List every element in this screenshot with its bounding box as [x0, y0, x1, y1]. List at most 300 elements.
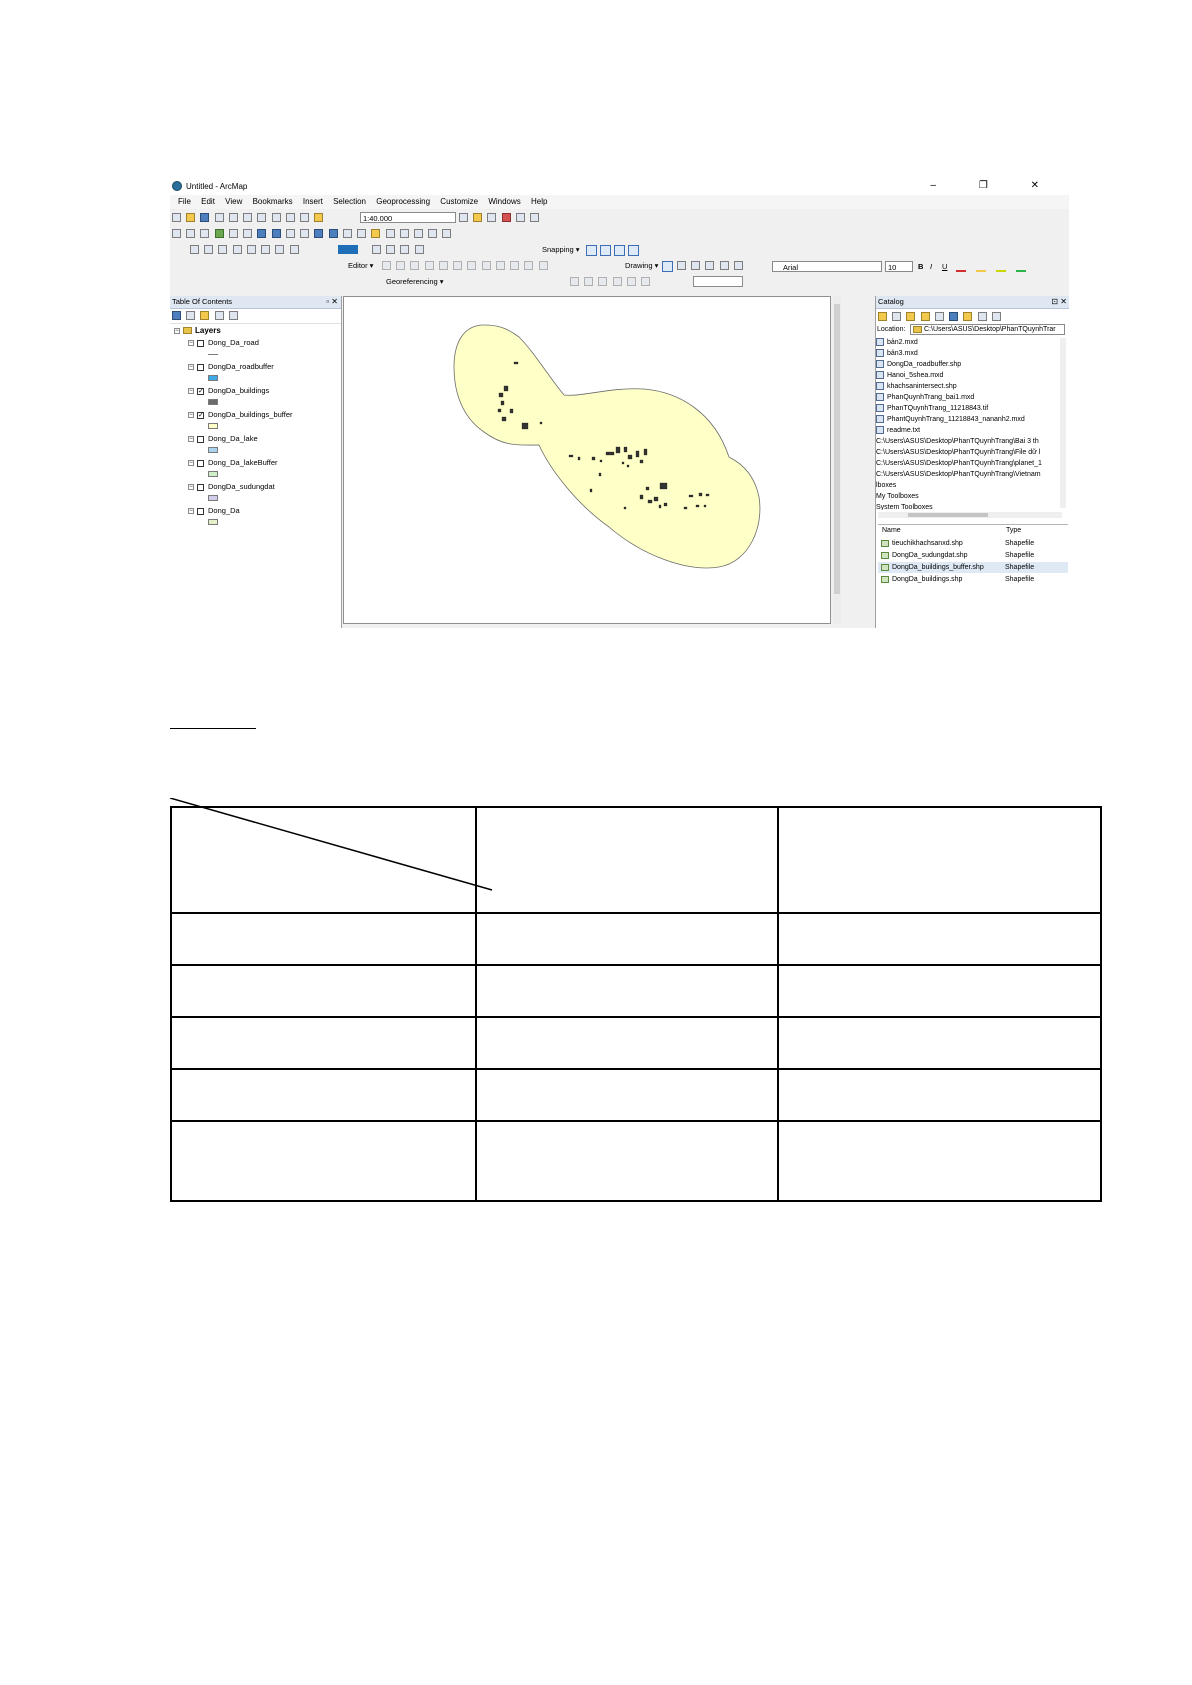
catalog-tree-item[interactable]: [876, 371, 943, 380]
menu-edit[interactable]: Edit: [201, 197, 215, 206]
toc-layer[interactable]: [188, 338, 259, 347]
standard-toolbar: [170, 210, 1069, 226]
building-footprint: [699, 493, 702, 496]
cut-icon[interactable]: [229, 213, 238, 222]
catalog-tree-item[interactable]: [876, 503, 933, 510]
column-type-header[interactable]: Type: [1006, 527, 1022, 534]
layer-legend-swatch: [208, 471, 218, 477]
heading-underline: [170, 728, 256, 729]
end-snapping-icon[interactable]: [600, 245, 611, 256]
full-extent-icon[interactable]: [215, 229, 224, 238]
trace-icon[interactable]: [425, 261, 434, 270]
table-column-line: [777, 806, 779, 1202]
building-footprint: [646, 487, 649, 490]
table-row-line: [170, 1068, 1102, 1070]
goto-xy-icon[interactable]: [400, 229, 409, 238]
building-footprint: [684, 507, 687, 509]
menu-view[interactable]: View: [225, 197, 243, 206]
underline-button[interactable]: U: [942, 262, 948, 271]
toc-layer[interactable]: [188, 362, 274, 371]
marker-color-icon[interactable]: [1016, 261, 1026, 272]
layer-legend-swatch: [208, 519, 218, 525]
arcmap-logo-icon: [172, 181, 182, 191]
file-icon: [876, 415, 884, 423]
window-controls[interactable]: – ❐ ✕: [930, 180, 1059, 191]
building-footprint: [510, 409, 513, 413]
hyperlink-icon[interactable]: [343, 229, 352, 238]
building-footprint: [522, 423, 528, 429]
georeferencing-menu[interactable]: Georeferencing ▾: [386, 277, 444, 286]
list-by-source-icon[interactable]: [186, 311, 195, 320]
toc-layer[interactable]: [188, 386, 269, 395]
toc-layer[interactable]: [188, 410, 293, 419]
catalog-tree-item[interactable]: [876, 349, 918, 358]
catalog-tree-label: PhantQuynhTrang_11218843_nananh2.mxd: [887, 416, 1025, 423]
catalog-tree: [876, 338, 1064, 510]
file-type: Shapefile: [1005, 564, 1035, 571]
building-footprint: [514, 362, 518, 364]
catalog-tree-item[interactable]: [876, 437, 1039, 446]
italic-button[interactable]: I: [930, 262, 933, 271]
collapse-icon[interactable]: −: [189, 460, 193, 467]
building-footprint: [592, 457, 595, 460]
menu-bar: [170, 195, 1069, 209]
catalog-tree-item[interactable]: [876, 382, 957, 391]
editor-drawing-toolbar-row: [170, 258, 1069, 274]
catalog-tree-item[interactable]: [876, 492, 919, 501]
up-one-level-icon[interactable]: [906, 312, 915, 321]
layout-ruler-icon[interactable]: [386, 245, 395, 254]
georef-layer-select[interactable]: [693, 276, 743, 287]
building-footprint: [606, 452, 614, 455]
file-name: DongDa_buildings_buffer.shp: [892, 564, 984, 571]
catalog-tree-scrollbar[interactable]: [1060, 338, 1066, 508]
rectangle-icon[interactable]: [705, 261, 714, 270]
layer-name: Dong_Da_lakeBuffer: [208, 458, 278, 467]
toc-title: Table Of Contents: [172, 297, 233, 306]
snapping-menu[interactable]: Snapping ▾: [542, 245, 580, 254]
tools-toolbar: [170, 226, 1069, 242]
undo-icon[interactable]: [286, 213, 295, 222]
catalog-tree-item[interactable]: [876, 426, 920, 435]
table-of-contents-panel: [170, 296, 342, 628]
point-snapping-icon[interactable]: [586, 245, 597, 256]
catalog-tree-label: Hanoi_5shea.mxd: [887, 372, 944, 379]
toc-header: [170, 296, 341, 309]
cut-polygons-icon[interactable]: [467, 261, 476, 270]
find-icon[interactable]: [371, 229, 380, 238]
collapse-icon[interactable]: −: [189, 340, 193, 347]
toc-layer[interactable]: [188, 458, 278, 467]
file-name: tieuchikhachsanxd.shp: [892, 540, 963, 547]
list-by-drawing-order-icon[interactable]: [172, 311, 181, 320]
catalog-tree-label: lboxes: [876, 482, 897, 489]
edit-tool-icon[interactable]: [382, 261, 391, 270]
print-icon[interactable]: [215, 213, 224, 222]
catalog-tree-item[interactable]: [876, 404, 988, 413]
menu-windows[interactable]: Windows: [488, 197, 521, 206]
shapefile-icon: [881, 540, 889, 547]
new-folder-icon[interactable]: [963, 312, 972, 321]
catalog-tree-label: khachsanintersect.shp: [887, 383, 957, 390]
collapse-icon[interactable]: −: [189, 436, 193, 443]
file-icon: [876, 371, 884, 379]
building-footprint: [540, 422, 542, 424]
menu-insert[interactable]: Insert: [302, 197, 323, 206]
diagonal-header-line: [170, 798, 510, 918]
font-color-icon[interactable]: [956, 261, 966, 272]
new-icon[interactable]: [172, 213, 181, 222]
toggle-contents-icon[interactable]: [949, 312, 958, 321]
layout-forward-icon[interactable]: [290, 245, 299, 254]
layer-visibility-checkbox[interactable]: [197, 364, 204, 371]
snapping-toolbar-row: [170, 242, 1069, 258]
attributes-icon[interactable]: [510, 261, 519, 270]
table-border-bottom: [170, 1200, 1102, 1202]
find-route-icon[interactable]: [386, 229, 395, 238]
layer-name: DongDa_roadbuffer: [208, 362, 274, 371]
menu-file[interactable]: File: [178, 197, 191, 206]
catalog-tree-item[interactable]: [876, 393, 974, 402]
layout-pan-icon[interactable]: [218, 245, 227, 254]
table-row-line: [170, 1016, 1102, 1018]
file-icon: [876, 382, 884, 390]
rotate-element-icon[interactable]: [677, 261, 686, 270]
view-link-table-icon[interactable]: [627, 277, 636, 286]
catalog-tree-item[interactable]: [876, 459, 1042, 468]
table-row-line: [170, 964, 1102, 966]
catalog-tree-item[interactable]: [876, 481, 896, 490]
building-footprint: [600, 460, 602, 462]
time-slider-icon[interactable]: [428, 229, 437, 238]
catalog-header: [876, 296, 1069, 309]
location-value: C:\Users\ASUS\Desktop\PhanTQuynhTrar: [924, 326, 1056, 333]
collapse-icon[interactable]: −: [189, 508, 193, 515]
building-footprint: [654, 497, 658, 501]
layout-zoom-out-icon[interactable]: [204, 245, 213, 254]
create-viewer-icon[interactable]: [442, 229, 451, 238]
catalog-refresh-icon[interactable]: [992, 312, 1001, 321]
rotate-georef-icon[interactable]: [570, 277, 579, 286]
layer-legend-swatch: [208, 495, 218, 501]
layer-legend-swatch: [208, 447, 218, 453]
file-type: Shapefile: [1005, 552, 1035, 559]
save-icon[interactable]: [200, 213, 209, 222]
edit-annotation-icon[interactable]: [396, 261, 405, 270]
line-color-icon[interactable]: [996, 261, 1006, 272]
layout-fixed-zoom-out-icon[interactable]: [261, 245, 270, 254]
menu-help[interactable]: Help: [531, 197, 548, 206]
layer-legend-swatch: [208, 399, 218, 405]
catalog-tree-label: bản2.mxd: [887, 339, 918, 346]
catalog-panel: [875, 296, 1069, 628]
catalog-toolbar: [876, 309, 1069, 323]
pan-icon[interactable]: [200, 229, 209, 238]
zoom-out-icon[interactable]: [186, 229, 195, 238]
building-footprint: [664, 503, 667, 506]
arctoolbox-icon[interactable]: [502, 213, 511, 222]
file-name: DongDa_sudungdat.shp: [892, 552, 968, 559]
identify-icon[interactable]: [329, 229, 338, 238]
straight-segment-icon[interactable]: [410, 261, 419, 270]
building-footprint: [616, 447, 620, 453]
forward-extent-icon[interactable]: [272, 229, 281, 238]
clear-selection-icon[interactable]: [300, 229, 309, 238]
building-footprint: [501, 401, 504, 405]
text-icon[interactable]: [720, 261, 729, 270]
building-footprint: [640, 495, 643, 499]
window-title: Untitled - ArcMap: [186, 182, 248, 191]
callout-icon[interactable]: [734, 261, 743, 270]
font-size-select[interactable]: 10: [885, 261, 913, 272]
catalog-tree-label: PhanQuynhTrang_bai1.mxd: [887, 394, 975, 401]
collapse-icon[interactable]: −: [175, 327, 179, 334]
add-control-points-icon[interactable]: [613, 277, 622, 286]
layers-folder-icon: [183, 327, 192, 334]
location-input[interactable]: [910, 324, 1065, 335]
layers-root-label: Layers: [195, 326, 221, 335]
catalog-title: Catalog: [878, 297, 904, 306]
layer-visibility-checkbox[interactable]: [197, 460, 204, 467]
catalog-window-icon[interactable]: [473, 213, 482, 222]
collapse-icon[interactable]: −: [189, 412, 193, 419]
layer-name: Dong_Da_lake: [208, 434, 258, 443]
file-type: Shapefile: [1005, 540, 1035, 547]
html-popup-icon[interactable]: [357, 229, 366, 238]
shift-georef-icon[interactable]: [584, 277, 593, 286]
toc-layer[interactable]: [188, 482, 275, 491]
catalog-file-row[interactable]: [878, 550, 1068, 561]
building-footprint: [502, 417, 506, 421]
zoom-in-icon[interactable]: [172, 229, 181, 238]
toc-window-icon[interactable]: [459, 213, 468, 222]
catalog-tree-label: System Toolboxes: [876, 504, 933, 510]
font-name-select[interactable]: Arial: [772, 261, 882, 272]
building-footprint: [578, 457, 580, 460]
building-footprint: [659, 505, 661, 508]
shapefile-icon: [881, 564, 889, 571]
zoom-to-selected-icon[interactable]: [691, 261, 700, 270]
fixed-zoom-out-icon[interactable]: [243, 229, 252, 238]
shapefile-icon: [881, 552, 889, 559]
arcmap-screenshot: [170, 178, 1069, 628]
catalog-tree-item[interactable]: [876, 338, 918, 347]
table-row-line: [170, 1120, 1102, 1122]
layer-name: Dong_Da: [208, 506, 240, 515]
catalog-tree-label: DongDa_roadbuffer.shp: [887, 361, 962, 368]
building-footprint: [622, 462, 624, 464]
building-footprint: [644, 449, 647, 455]
layer-visibility-checkbox[interactable]: [197, 436, 204, 443]
layer-visibility-checkbox[interactable]: [197, 484, 204, 491]
layer-legend-swatch: [208, 354, 218, 355]
catalog-tree-item[interactable]: [876, 360, 961, 369]
layers-root[interactable]: [174, 326, 221, 335]
building-footprint: [627, 465, 629, 467]
search-window-icon[interactable]: [487, 213, 496, 222]
map-view[interactable]: [343, 296, 831, 624]
layer-visibility-checkbox[interactable]: ✓: [198, 387, 204, 395]
fill-color-swatch[interactable]: [338, 245, 358, 254]
layer-name: Dong_Da_road: [208, 338, 259, 347]
layer-name: DongDa_buildings_buffer: [208, 410, 293, 419]
building-footprint: [636, 451, 639, 457]
python-window-icon[interactable]: [516, 213, 525, 222]
menu-selection[interactable]: Selection: [333, 197, 367, 206]
toc-toolbar: [170, 309, 341, 324]
location-label: Location:: [877, 326, 906, 333]
building-footprint: [624, 507, 626, 509]
collapse-icon[interactable]: −: [189, 388, 193, 395]
table-column-line: [1100, 806, 1102, 1202]
building-footprint: [624, 447, 627, 452]
edit-vertices-icon[interactable]: [439, 261, 448, 270]
file-type: Shapefile: [1005, 576, 1035, 583]
layer-name: DongDa_sudungdat: [208, 482, 275, 491]
building-footprint: [660, 483, 667, 489]
building-footprint: [706, 494, 709, 496]
catalog-tree-label: bản3.mxd: [887, 350, 918, 357]
building-footprint: [640, 460, 643, 463]
menu-bookmarks[interactable]: Bookmarks: [252, 197, 293, 206]
file-icon: [876, 426, 884, 434]
building-footprint: [590, 489, 592, 492]
catalog-file-row[interactable]: [878, 538, 1068, 549]
collapse-icon[interactable]: −: [189, 484, 193, 491]
georeferencing-toolbar-row: [170, 274, 1069, 290]
building-footprint: [504, 386, 508, 391]
toc-layer[interactable]: [188, 434, 258, 443]
select-elements-arrow-icon[interactable]: [662, 261, 673, 272]
layer-name: DongDa_buildings: [208, 386, 270, 395]
vertex-snapping-icon[interactable]: [614, 245, 625, 256]
catalog-tree-label: readme.txt: [887, 427, 921, 434]
building-footprint: [704, 505, 706, 507]
layout-zoom-in-icon[interactable]: [190, 245, 199, 254]
catalog-panel-controls[interactable]: ⊡ ✕: [1051, 297, 1067, 306]
catalog-file-row[interactable]: [878, 574, 1068, 585]
layer-visibility-checkbox[interactable]: ✓: [198, 411, 204, 419]
select-elements-icon[interactable]: [314, 229, 323, 238]
building-footprint: [628, 455, 632, 459]
building-footprint: [569, 455, 573, 457]
list-by-selection-icon[interactable]: [215, 311, 224, 320]
layout-grid-icon[interactable]: [372, 245, 381, 254]
layout-guides-icon[interactable]: [400, 245, 409, 254]
building-footprint: [498, 409, 501, 412]
reshape-icon[interactable]: [453, 261, 462, 270]
shapefile-icon: [881, 576, 889, 583]
toc-panel-controls[interactable]: ▫ ✕: [326, 297, 338, 306]
menu-customize[interactable]: Customize: [440, 197, 479, 206]
file-icon: [876, 404, 884, 412]
open-icon[interactable]: [186, 213, 195, 222]
folder-icon: [913, 326, 922, 333]
title-bar: [170, 178, 1069, 195]
buildings-buffer-polygon: [454, 325, 760, 568]
column-name-header[interactable]: Name: [882, 527, 901, 534]
viewer-icon[interactable]: [641, 277, 650, 286]
file-icon: [876, 360, 884, 368]
layer-legend-swatch: [208, 375, 218, 381]
layout-full-page-icon[interactable]: [233, 245, 242, 254]
layout-back-icon[interactable]: [275, 245, 284, 254]
fixed-zoom-in-icon[interactable]: [229, 229, 238, 238]
catalog-tree-hscrollbar[interactable]: [878, 512, 1062, 518]
file-icon: [876, 338, 884, 346]
measure-icon[interactable]: [414, 229, 423, 238]
catalog-options-icon[interactable]: [978, 312, 987, 321]
editor-menu[interactable]: Editor ▾: [348, 261, 374, 270]
layer-visibility-checkbox[interactable]: [197, 340, 204, 347]
fill-color-icon[interactable]: [976, 261, 986, 272]
empty-table: [170, 806, 1102, 1202]
layout-margins-icon[interactable]: [415, 245, 424, 254]
delete-icon[interactable]: [272, 213, 281, 222]
menu-geoprocessing[interactable]: Geoprocessing: [376, 197, 431, 206]
catalog-tree-label: PhanTQuynhTrang_11218843.tif: [887, 405, 989, 412]
layer-visibility-checkbox[interactable]: [197, 508, 204, 515]
building-footprint: [689, 495, 693, 497]
building-footprint: [499, 393, 503, 397]
model-builder-icon[interactable]: [530, 213, 539, 222]
bold-button[interactable]: B: [918, 262, 924, 271]
redo-icon[interactable]: [300, 213, 309, 222]
catalog-file-row[interactable]: [878, 562, 1068, 573]
file-icon: [876, 349, 884, 357]
back-extent-icon[interactable]: [257, 229, 266, 238]
catalog-contents: [878, 524, 1068, 628]
list-by-visibility-icon[interactable]: [200, 311, 209, 320]
drawing-menu[interactable]: Drawing ▾: [625, 261, 659, 270]
scale-georef-icon[interactable]: [598, 277, 607, 286]
forward-arrow-icon[interactable]: [892, 312, 901, 321]
file-icon: [876, 393, 884, 401]
toc-options-icon[interactable]: [229, 311, 238, 320]
connect-folder-icon[interactable]: [935, 312, 944, 321]
copy-icon[interactable]: [243, 213, 252, 222]
paste-icon[interactable]: [257, 213, 266, 222]
file-name: DongDa_buildings.shp: [892, 576, 963, 583]
map-scale-select[interactable]: 1:40.000: [360, 212, 456, 223]
catalog-tree-item[interactable]: [876, 470, 1041, 479]
catalog-tree-label: C:\Users\ASUS\Desktop\PhanTQuynhTrang\Bai 3 th: [876, 438, 1039, 445]
select-features-icon[interactable]: [286, 229, 295, 238]
catalog-tree-item[interactable]: [876, 448, 1040, 457]
catalog-tree-item[interactable]: [876, 415, 1025, 424]
building-footprint: [648, 500, 652, 503]
collapse-icon[interactable]: −: [189, 364, 193, 371]
location-bar: [876, 323, 1069, 336]
rotate-icon[interactable]: [496, 261, 505, 270]
edge-snapping-icon[interactable]: [628, 245, 639, 256]
map-vertical-scrollbar[interactable]: [833, 296, 841, 624]
add-data-icon[interactable]: [314, 213, 323, 222]
toc-layer[interactable]: [188, 506, 240, 515]
split-icon[interactable]: [482, 261, 491, 270]
create-features-icon[interactable]: [539, 261, 548, 270]
catalog-tree-label: C:\Users\ASUS\Desktop\PhanTQuynhTrang\Vietnam: [876, 471, 1041, 478]
map-canvas: [344, 297, 830, 623]
building-footprint: [696, 505, 699, 507]
catalog-tree-label: C:\Users\ASUS\Desktop\PhanTQuynhTrang\File dữ l: [876, 449, 1041, 456]
building-footprint: [599, 473, 601, 476]
sketch-properties-icon[interactable]: [524, 261, 533, 270]
catalog-tree-label: My Toolboxes: [876, 493, 919, 500]
layout-fixed-zoom-in-icon[interactable]: [247, 245, 256, 254]
home-folder-icon[interactable]: [921, 312, 930, 321]
back-arrow-icon[interactable]: [878, 312, 887, 321]
